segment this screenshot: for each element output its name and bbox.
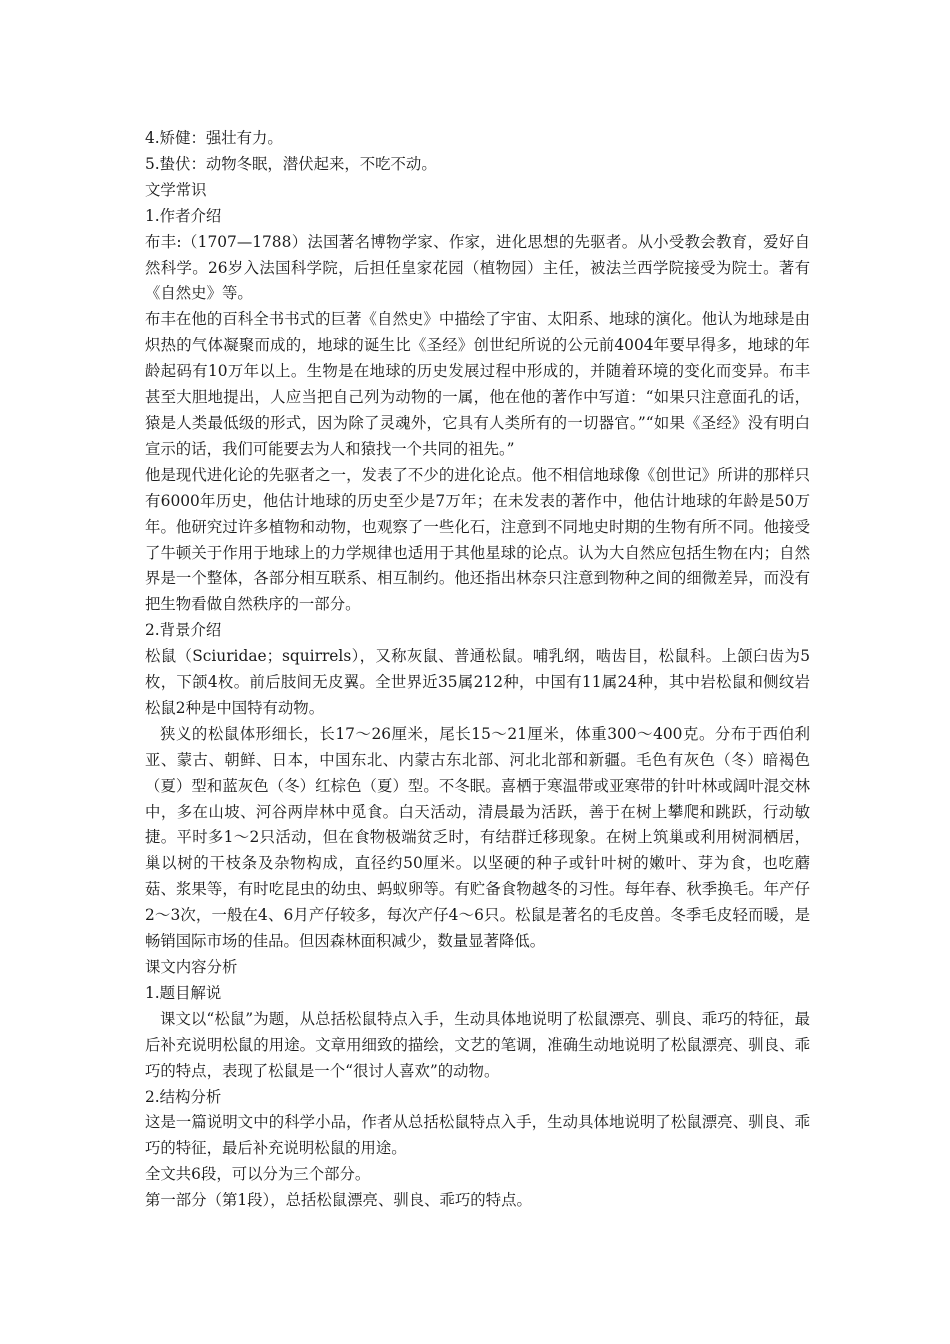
paragraph-structure-parts: 全文共6段，可以分为三个部分。 [145,1165,371,1184]
section-heading-text-analysis: 课文内容分析 [145,958,238,976]
document-page [145,126,810,1214]
paragraph-natural-history: 布丰在他的百科全书书式的巨著《自然史》中描绘了宇宙、太阳系、地球的演化。他认为地球是由炽热的气体凝聚而成的，地球的诞生比《圣经》创世纪所说的公元前4004年要早得多，地球的年龄起码有10万年以上。生物是在地球的历史发展过程中形成的，并随着环境的变化而变异。布丰甚至大胆地提出，人应当把自己列为动物的一属，他在他的著作中写道：“如果只注意面孔的话，猿是人类最低级的形式，因为除了灵魂外，它具有人类所有的一切器官。”“如果《圣经》没有明白宣示的话，我们可能要去为人和猿找一个共同的祖先。” [145,310,810,458]
paragraph-squirrel-description: 狭义的松鼠体形细长，长17～26厘米，尾长15～21厘米，体重300～400克。分布于西伯利亚、蒙古、朝鲜、日本，中国东北、内蒙古东北部、河北北部和新疆。毛色有灰色（冬）暗褐色（夏）型和蓝灰色（冬）红棕色（夏）型。不冬眠。喜栖于寒温带或亚寒带的针叶林或阔叶混交林中，多在山坡、河谷两岸林中觅食。白天活动，清晨最为活跃，善于在树上攀爬和跳跃，行动敏捷。平时多1～2只活动，但在食物极端贫乏时，有结群迁移现象。在树上筑巢或利用树洞栖居，巢以树的干枝条及杂物构成，直径约50厘米。以坚硬的种子或针叶树的嫩叶、芽为食，也吃蘑菇、浆果等，有时吃昆虫的幼虫、蚂蚁卵等。有贮备食物越冬的习性。每年春、秋季换毛。年产仔2～3次，一般在4、6月产仔较多，每次产仔4～6只。松鼠是著名的毛皮兽。冬季毛皮轻而暖，是畅销国际市场的佳品。但因森林面积减少，数量显著降低。 [145,724,810,951]
subheading-background-intro: 2.背景介绍 [145,621,222,640]
vocab-item-5: 5.蛰伏：动物冬眠，潜伏起来，不吃不动。 [145,154,437,173]
section-heading-literary-knowledge: 文学常识 [145,180,207,199]
paragraph-part-one: 第一部分（第1段），总括松鼠漂亮、驯良、乖巧的特点。 [145,1191,532,1210]
subheading-structure-analysis: 2.结构分析 [145,1087,222,1106]
paragraph-structure-summary: 这是一篇说明文中的科学小品，作者从总括松鼠特点入手，生动具体地说明了松鼠漂亮、驯良、乖巧的特征，最后补充说明松鼠的用途。 [145,1113,810,1158]
subheading-author-intro: 1.作者介绍 [145,206,222,225]
paragraph-author-bio: 布丰:（1707—1788）法国著名博物学家、作家，进化思想的先驱者。从小受教会教育，爱好自然科学。26岁入法国科学院，后担任皇家花园（植物园）主任，被法兰西学院接受为院士。著有《自然史》等。 [145,232,810,303]
vocab-item-4: 4.矫健：强壮有力。 [145,129,283,147]
paragraph-title-explanation: 课文以“松鼠”为题，从总括松鼠特点入手，生动具体地说明了松鼠漂亮、驯良、乖巧的特征，最后补充说明松鼠的用途。文章用细致的描绘，文艺的笔调，准确生动地说明了松鼠漂亮、驯良、乖巧的特点，表现了松鼠是一个“很讨人喜欢”的动物。 [145,1009,810,1080]
paragraph-squirrel-taxonomy: 松鼠（Sciuridae；squirrels），又称灰鼠、普通松鼠。哺乳纲，啮齿目，松鼠科。上颌臼齿为5枚，下颌4枚。前后肢间无皮翼。全世界近35属212种，中国有11属24种，其中岩松鼠和侧纹岩松鼠2种是中国特有动物。 [145,647,810,717]
paragraph-evolution-pioneer: 他是现代进化论的先驱者之一，发表了不少的进化论点。他不相信地球像《创世记》所讲的那样只有6000年历史，他估计地球的历史至少是7万年；在未发表的著作中，他估计地球的年龄是50万年。他研究过许多植物和动物，也观察了一些化石，注意到不同地史时期的生物有所不同。他接受了牛顿关于作用于地球上的力学规律也适用于其他星球的论点。认为大自然应包括生物在内；自然界是一个整体，各部分相互联系、相互制约。他还指出林奈只注意到物种之间的细微差异，而没有把生物看做自然秩序的一部分。 [145,465,810,614]
subheading-title-explanation: 1.题目解说 [145,983,222,1002]
